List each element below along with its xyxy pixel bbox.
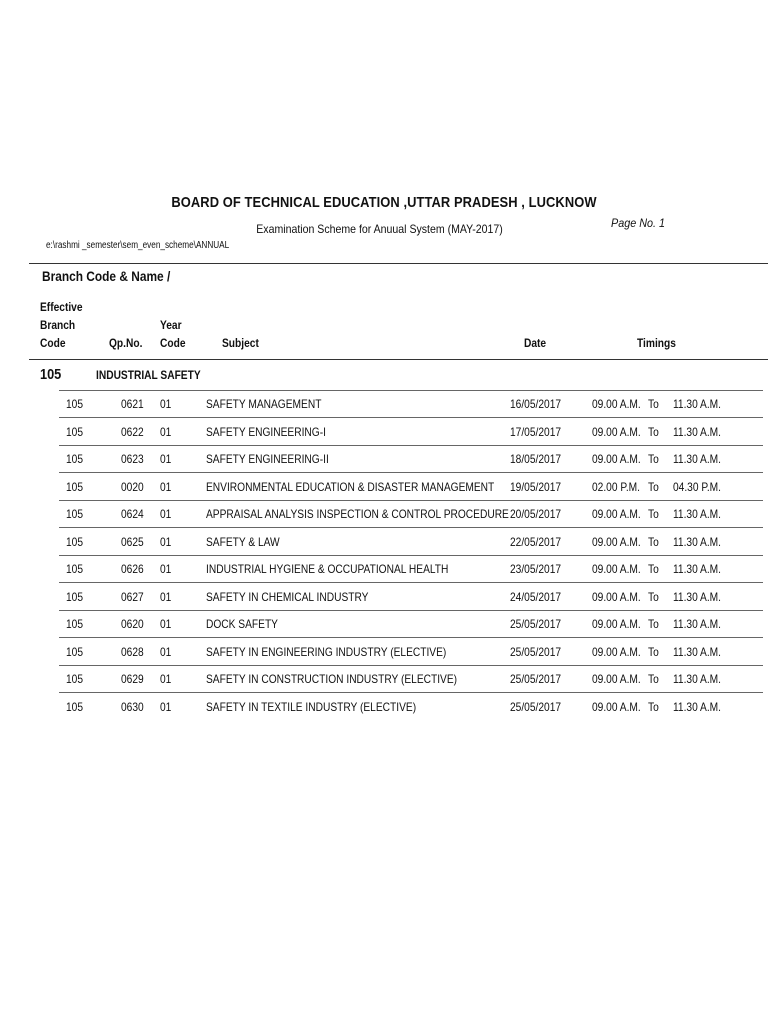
row-time-start: 09.00 A.M. [592, 589, 641, 604]
row-time-to: To [648, 562, 659, 576]
row-divider [59, 637, 763, 638]
row-year-code: 01 [160, 617, 172, 631]
row-time-start: 09.00 A.M. [592, 397, 641, 411]
row-time-start: 09.00 A.M. [592, 507, 641, 521]
row-time-to: To [648, 699, 659, 714]
branch-code-name-label: Branch Code & Name / [42, 268, 171, 284]
row-branch-code: 105 [66, 589, 84, 604]
row-year-code: 01 [160, 562, 172, 576]
column-header-subject: Subject [222, 336, 259, 350]
column-header-effective-branch-code: Effective Branch Code [40, 300, 83, 350]
row-branch-code: 105 [66, 534, 84, 549]
row-time-start: 09.00 A.M. [592, 644, 641, 659]
row-divider [59, 555, 763, 556]
row-date: 19/05/2017 [510, 479, 562, 494]
row-time-end: 11.30 A.M. [673, 507, 722, 521]
table-row [0, 507, 768, 527]
row-time-end: 11.30 A.M. [673, 424, 722, 439]
row-date: 18/05/2017 [510, 452, 562, 466]
row-time-start: 09.00 A.M. [592, 424, 641, 439]
row-date: 24/05/2017 [510, 589, 562, 604]
row-time-end: 11.30 A.M. [673, 397, 722, 411]
row-subject: APPRAISAL ANALYSIS INSPECTION & CONTROL PROCEDURE [206, 507, 509, 521]
row-time-to: To [648, 424, 659, 439]
row-date: 17/05/2017 [510, 424, 562, 439]
row-branch-code: 105 [66, 424, 84, 439]
row-qp-no: 0627 [121, 589, 144, 604]
table-row [0, 672, 768, 692]
row-time-end: 04.30 P.M. [673, 479, 722, 494]
row-date: 20/05/2017 [510, 507, 562, 521]
table-row [0, 590, 768, 610]
row-year-code: 01 [160, 424, 172, 439]
row-branch-code: 105 [66, 699, 84, 714]
row-branch-code: 105 [66, 452, 84, 466]
row-branch-code: 105 [66, 397, 84, 411]
row-time-end: 11.30 A.M. [673, 589, 722, 604]
row-divider [59, 527, 763, 528]
row-time-to: To [648, 644, 659, 659]
table-row [0, 480, 768, 500]
row-year-code: 01 [160, 452, 172, 466]
row-year-code: 01 [160, 589, 172, 604]
row-time-end: 11.30 A.M. [673, 644, 722, 659]
column-header-date: Date [524, 336, 547, 350]
row-branch-code: 105 [66, 562, 84, 576]
table-row [0, 617, 768, 637]
row-qp-no: 0629 [121, 672, 144, 686]
table-row [0, 645, 768, 665]
row-time-to: To [648, 534, 659, 549]
row-qp-no: 0622 [121, 424, 144, 439]
column-header-year-code: Year Code [160, 318, 186, 350]
row-time-to: To [648, 452, 659, 466]
row-subject: SAFETY IN CONSTRUCTION INDUSTRY (ELECTIVE) [206, 672, 458, 686]
row-branch-code: 105 [66, 479, 84, 494]
row-time-end: 11.30 A.M. [673, 562, 722, 576]
row-time-start: 09.00 A.M. [592, 452, 641, 466]
page-number: Page No. 1 [611, 216, 666, 230]
row-branch-code: 105 [66, 644, 84, 659]
exam-scheme-subtitle: Examination Scheme for Anuual System (MAY-2017) [256, 222, 503, 236]
row-date: 25/05/2017 [510, 672, 562, 686]
row-divider [59, 500, 763, 501]
row-time-start: 09.00 A.M. [592, 699, 641, 714]
row-qp-no: 0621 [121, 397, 144, 411]
row-divider [59, 445, 763, 446]
row-year-code: 01 [160, 672, 172, 686]
table-row [0, 425, 768, 445]
row-date: 25/05/2017 [510, 644, 562, 659]
row-subject: ENVIRONMENTAL EDUCATION & DISASTER MANAGEMENT [206, 479, 495, 494]
table-row [0, 452, 768, 472]
row-time-start: 09.00 A.M. [592, 617, 641, 631]
row-subject: DOCK SAFETY [206, 617, 278, 631]
row-time-to: To [648, 397, 659, 411]
row-divider [59, 472, 763, 473]
column-header-qp-no: Qp.No. [109, 336, 143, 350]
row-qp-no: 0623 [121, 452, 144, 466]
row-qp-no: 0630 [121, 699, 144, 714]
row-date: 16/05/2017 [510, 397, 562, 411]
row-time-end: 11.30 A.M. [673, 452, 722, 466]
row-time-to: To [648, 617, 659, 631]
row-branch-code: 105 [66, 672, 84, 686]
row-time-start: 02.00 P.M. [592, 479, 641, 494]
row-divider [59, 417, 763, 418]
row-qp-no: 0624 [121, 507, 144, 521]
row-divider [59, 610, 763, 611]
row-branch-code: 105 [66, 507, 84, 521]
branch-name: INDUSTRIAL SAFETY [96, 368, 201, 382]
table-row [0, 535, 768, 555]
row-date: 22/05/2017 [510, 534, 562, 549]
branch-code: 105 [40, 366, 62, 383]
row-date: 23/05/2017 [510, 562, 562, 576]
row-year-code: 01 [160, 699, 172, 714]
row-qp-no: 0625 [121, 534, 144, 549]
row-subject: SAFETY & LAW [206, 534, 280, 549]
header-divider-top [29, 263, 768, 264]
row-subject: SAFETY MANAGEMENT [206, 397, 322, 411]
row-date: 25/05/2017 [510, 617, 562, 631]
row-time-to: To [648, 589, 659, 604]
row-time-to: To [648, 479, 659, 494]
row-subject: SAFETY IN TEXTILE INDUSTRY (ELECTIVE) [206, 699, 417, 714]
row-year-code: 01 [160, 644, 172, 659]
row-time-end: 11.30 A.M. [673, 699, 722, 714]
row-divider [59, 692, 763, 693]
row-time-end: 11.30 A.M. [673, 672, 722, 686]
row-subject: SAFETY IN CHEMICAL INDUSTRY [206, 589, 369, 604]
row-subject: INDUSTRIAL HYGIENE & OCCUPATIONAL HEALTH [206, 562, 449, 576]
row-divider [59, 582, 763, 583]
row-qp-no: 0620 [121, 617, 144, 631]
header-divider-bottom [29, 359, 768, 360]
row-subject: SAFETY IN ENGINEERING INDUSTRY (ELECTIVE) [206, 644, 447, 659]
row-time-end: 11.30 A.M. [673, 534, 722, 549]
row-qp-no: 0626 [121, 562, 144, 576]
row-time-start: 09.00 A.M. [592, 562, 641, 576]
row-time-to: To [648, 672, 659, 686]
row-divider [59, 665, 763, 666]
row-time-start: 09.00 A.M. [592, 672, 641, 686]
row-year-code: 01 [160, 507, 172, 521]
row-branch-code: 105 [66, 617, 84, 631]
table-row [0, 700, 768, 720]
row-subject: SAFETY ENGINEERING-II [206, 452, 329, 466]
row-year-code: 01 [160, 534, 172, 549]
table-row [0, 397, 768, 417]
file-path: e:\rashmi _semester\sem_even_scheme\ANNUAL [46, 240, 230, 251]
row-year-code: 01 [160, 397, 172, 411]
row-time-to: To [648, 507, 659, 521]
board-title: BOARD OF TECHNICAL EDUCATION ,UTTAR PRADESH , LUCKNOW [171, 194, 597, 211]
row-time-end: 11.30 A.M. [673, 617, 722, 631]
table-row [0, 562, 768, 582]
branch-divider [59, 390, 763, 391]
row-year-code: 01 [160, 479, 172, 494]
row-subject: SAFETY ENGINEERING-I [206, 424, 326, 439]
row-qp-no: 0628 [121, 644, 144, 659]
row-qp-no: 0020 [121, 479, 144, 494]
column-header-timings: Timings [637, 336, 676, 350]
row-time-start: 09.00 A.M. [592, 534, 641, 549]
row-date: 25/05/2017 [510, 699, 562, 714]
